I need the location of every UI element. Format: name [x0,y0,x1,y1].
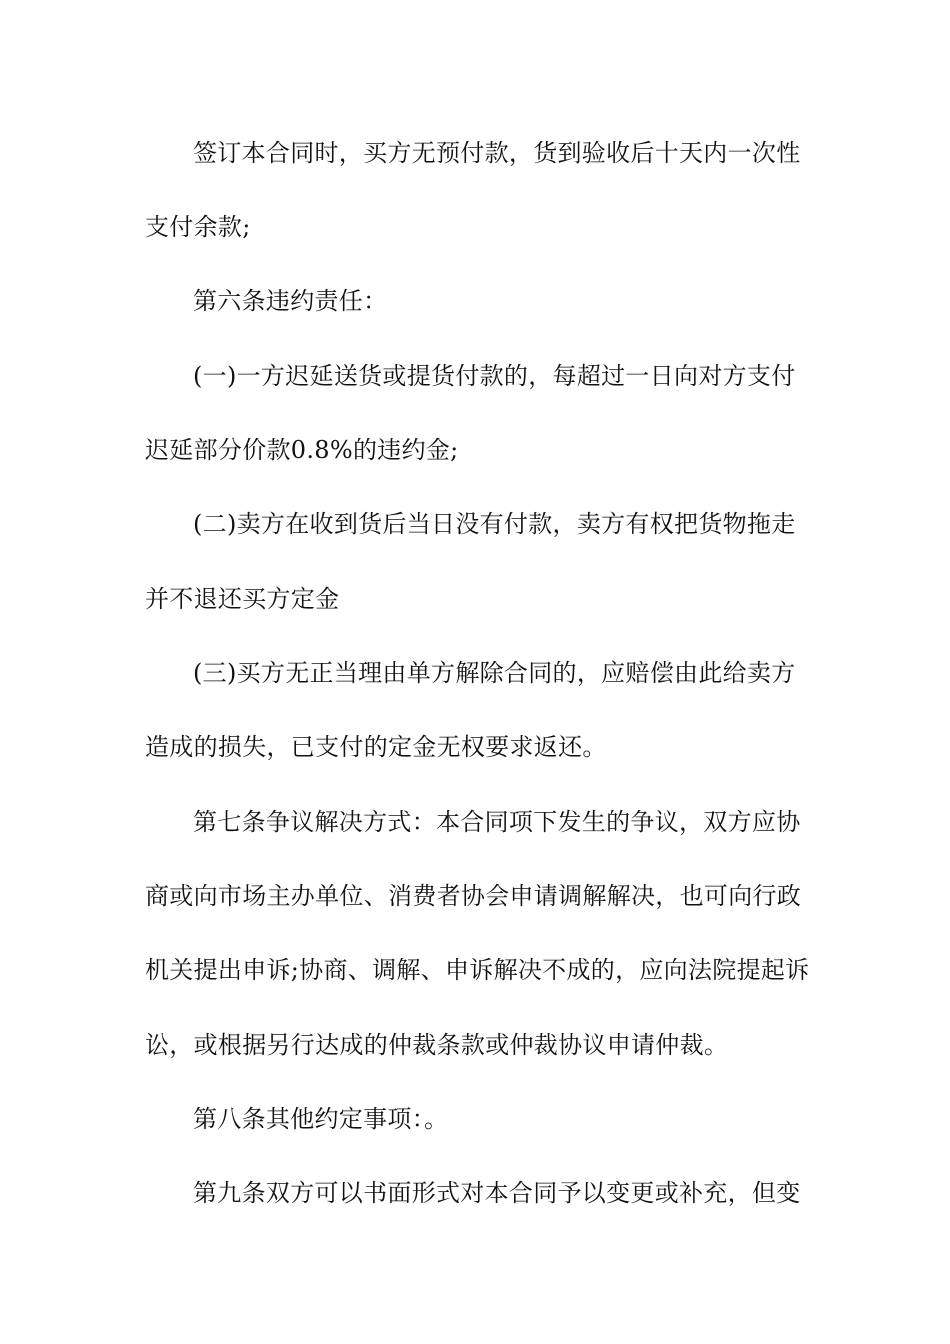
paragraph-line: 机关提出申诉;协商、调解、申诉解决不成的，应向法院提起诉 [145,956,810,984]
paragraph-line: 商或向市场主办单位、消费者协会申请调解解决，也可向行政 [145,882,802,910]
paragraph-line: 讼，或根据另行达成的仲裁条款或仲裁协议申请仲裁。 [145,1031,729,1059]
article-heading: 第六条违约责任： [193,287,388,315]
paragraph-line: 第九条双方可以书面形式对本合同予以变更或补充，但变 [193,1179,801,1207]
paragraph-line: 签订本合同时，买方无预付款，货到验收后十天内一次性 [193,139,801,167]
paragraph-line: 造成的损失，已支付的定金无权要求返还。 [145,733,607,761]
paragraph-line: 并不退还买方定金 [145,585,340,613]
paragraph-line: 第七条争议解决方式：本合同项下发生的争议，双方应协 [193,808,801,836]
article-heading: 第八条其他约定事项：。 [193,1105,449,1133]
paragraph-line: (二)卖方在收到货后当日没有付款，卖方有权把货物拖走 [193,510,796,538]
paragraph-line: (三)买方无正当理由单方解除合同的，应赔偿由此给卖方 [193,659,796,687]
paragraph-line: 迟延部分价款0.8%的违约金; [145,436,459,464]
paragraph-line: (一)一方迟延送货或提货付款的，每超过一日向对方支付 [193,362,796,390]
paragraph-line: 支付余款; [145,213,251,241]
